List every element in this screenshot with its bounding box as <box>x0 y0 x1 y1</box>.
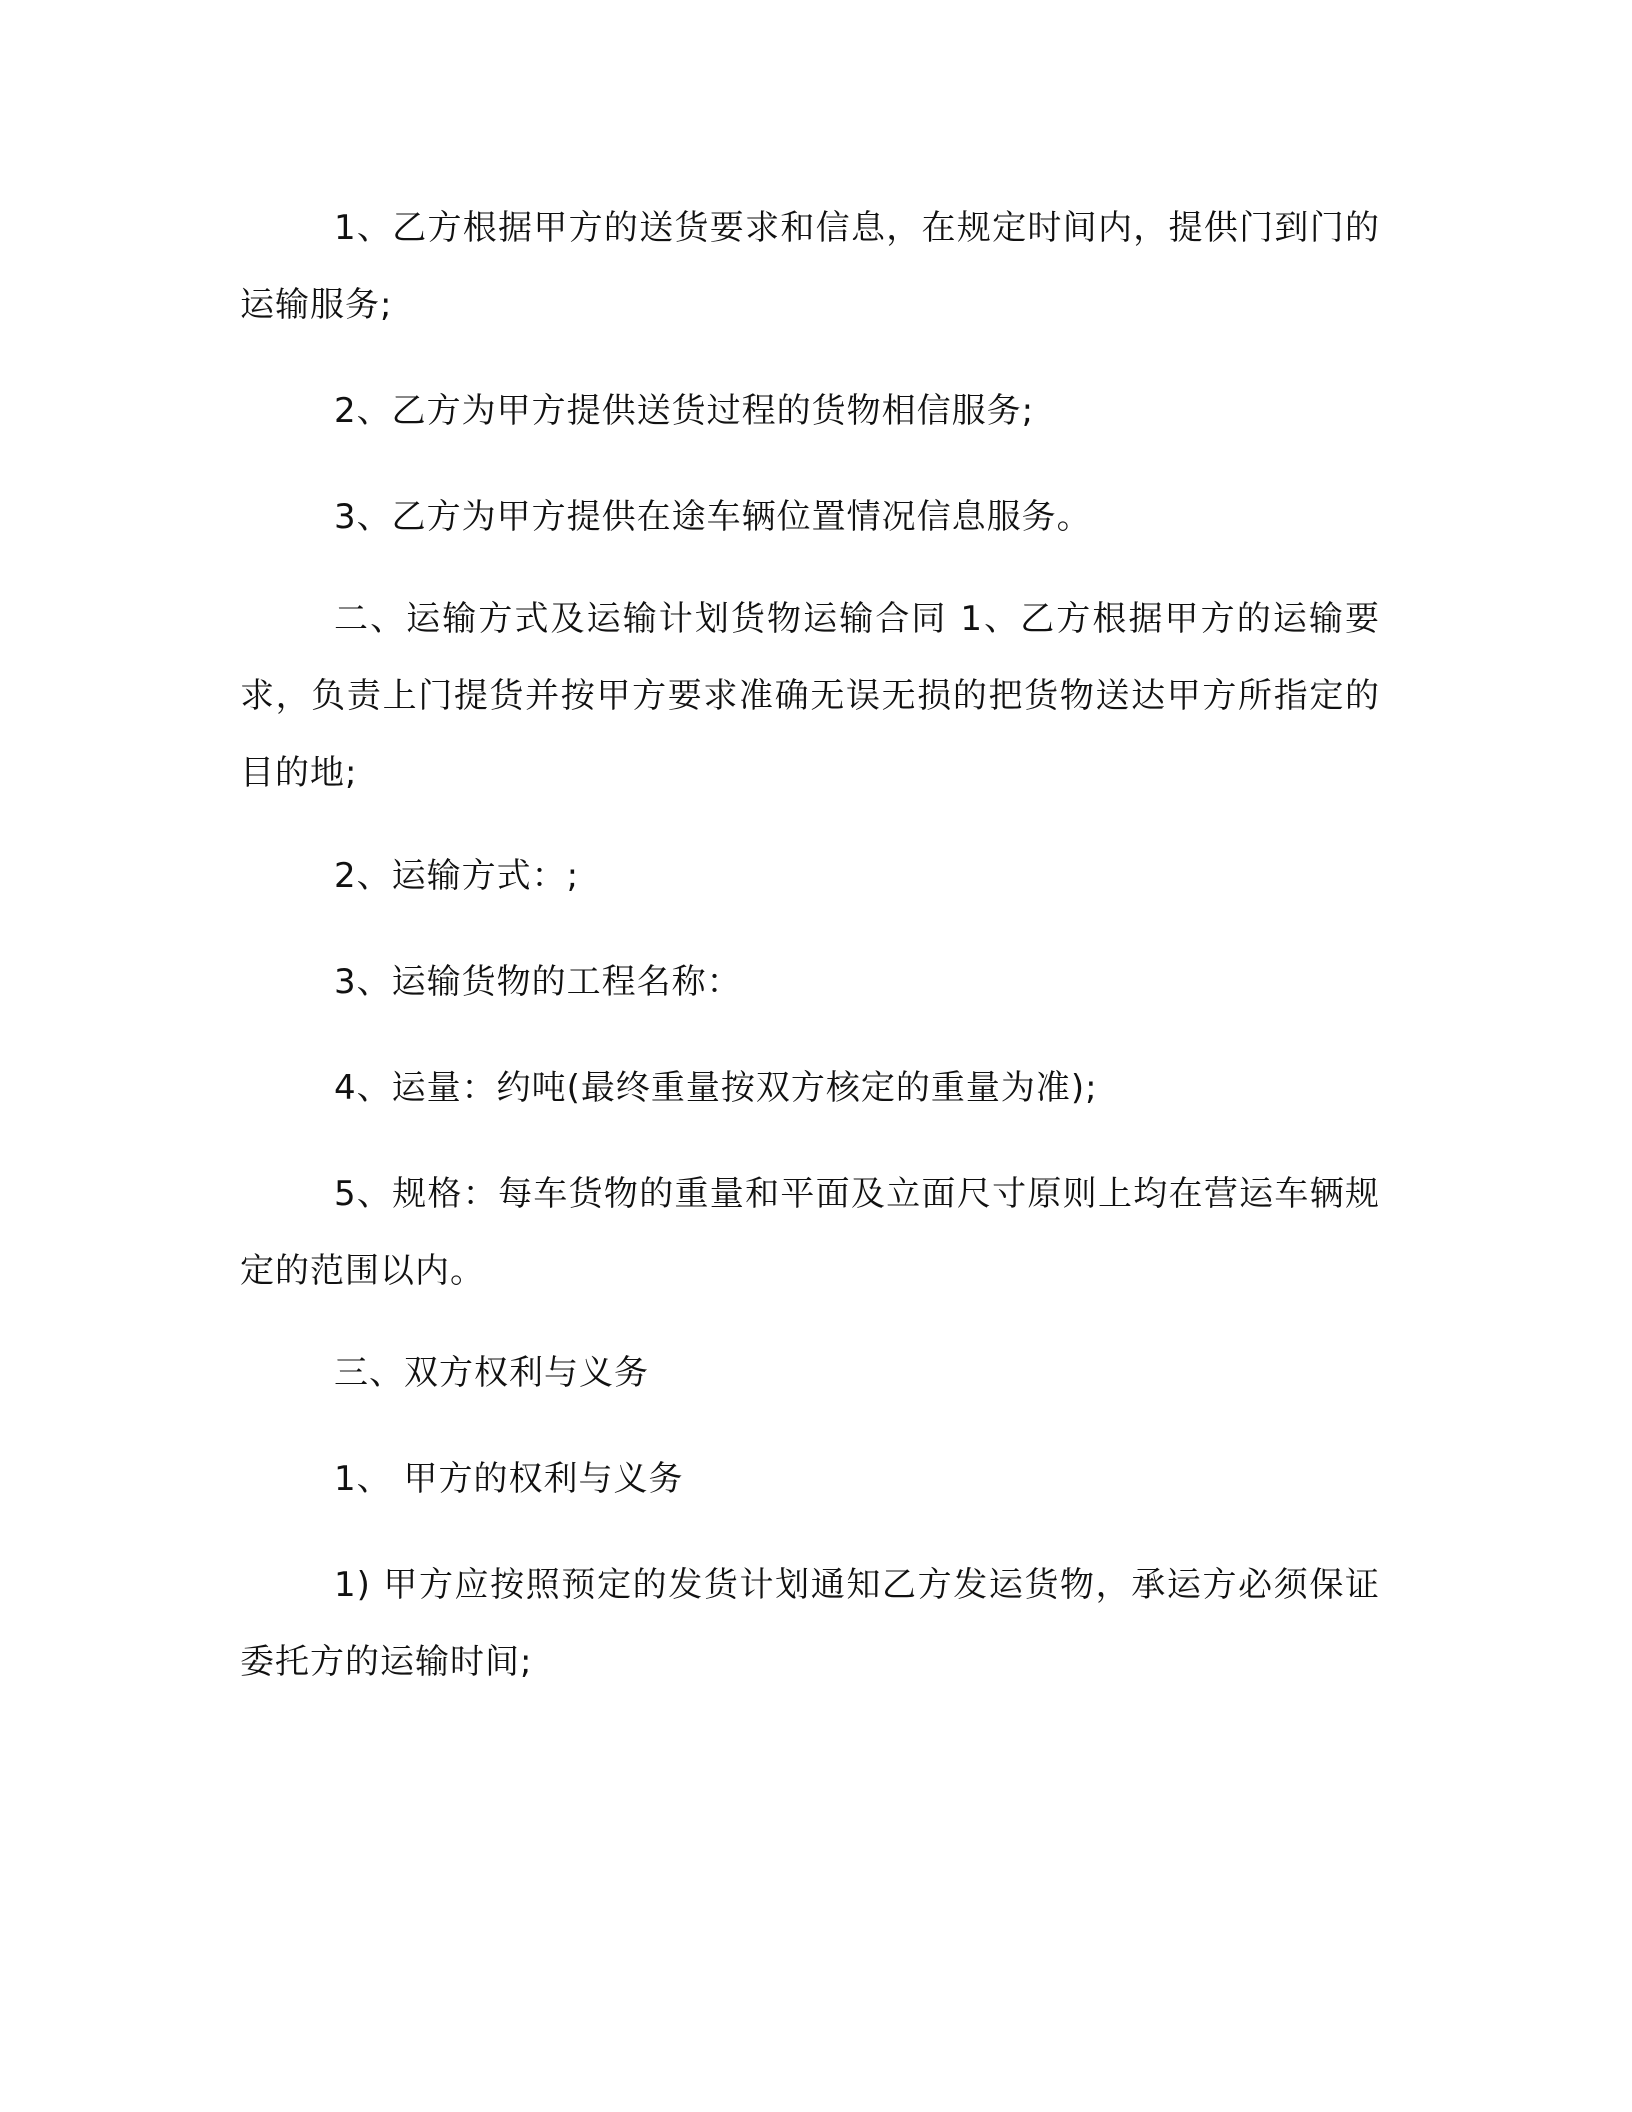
paragraph-transport-mode: 2、运输方式：; <box>334 856 580 896</box>
paragraph-project-name: 3、运输货物的工程名称： <box>334 962 742 1002</box>
paragraph-service-vehicle-location: 3、乙方为甲方提供在途车辆位置情况信息服务。 <box>334 497 1092 537</box>
paragraph-volume: 4、运量：约吨(最终重量按双方核定的重量为准); <box>334 1068 1098 1108</box>
section-heading-transport-method: 二、运输方式及运输计划货物运输合同 1、乙方根据甲方的运输要求，负责上门提货并按甲方要求准确无误无损的把货物送达甲方所指定的目的地; <box>240 599 1380 793</box>
paragraph-service-tracking: 2、乙方为甲方提供送货过程的货物相信服务; <box>334 391 1035 431</box>
paragraph-specification: 5、规格：每车货物的重量和平面及立面尺寸原则上均在营运车辆规定的范围以内。 <box>240 1174 1380 1291</box>
document-body <box>240 190 1380 1701</box>
subsection-heading-party-a-rights: 1、 甲方的权利与义务 <box>334 1459 684 1499</box>
paragraph-service-door-to-door: 1、乙方根据甲方的送货要求和信息，在规定时间内，提供门到门的运输服务; <box>240 208 1380 325</box>
section-heading-rights-obligations: 三、双方权利与义务 <box>334 1353 649 1393</box>
paragraph-party-a-shipping-plan: 1) 甲方应按照预定的发货计划通知乙方发运货物，承运方必须保证委托方的运输时间; <box>240 1565 1380 1682</box>
